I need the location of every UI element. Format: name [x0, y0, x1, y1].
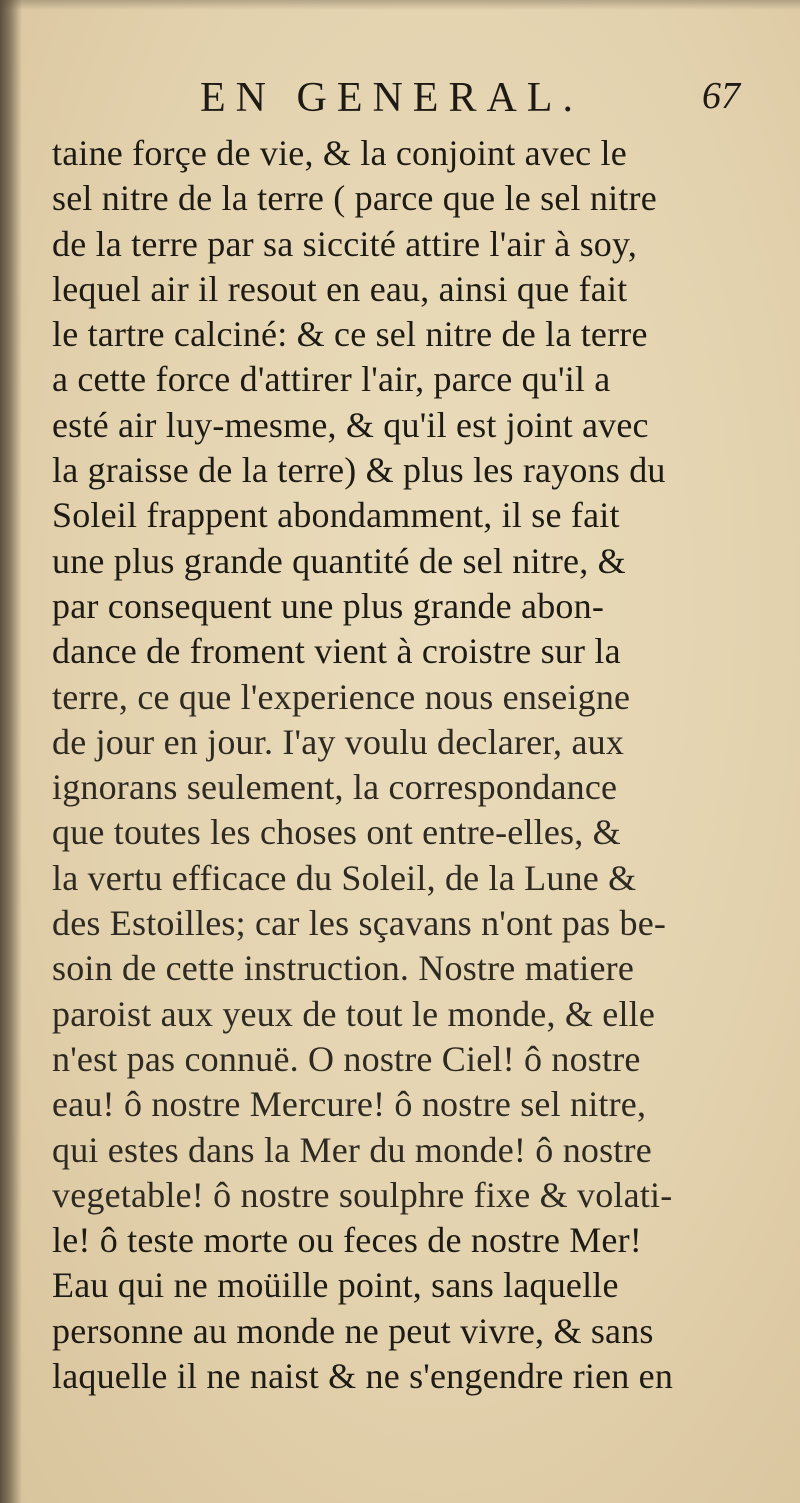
text-line: qui estes dans la Mer du monde! ô nostre	[52, 1129, 652, 1170]
text-line: lequel air il resout en eau, ainsi que fait	[52, 268, 628, 309]
body-text	[52, 131, 777, 1399]
text-line: eau! ô nostre Mercure! ô nostre sel nitre,	[52, 1084, 647, 1125]
running-head: EN GENERAL.	[200, 75, 583, 121]
text-line: laquelle il ne naist & ne s'engendre rien en	[52, 1356, 674, 1397]
text-line: Eau qui ne moüille point, sans laquelle	[52, 1265, 619, 1306]
page-number: 67	[702, 75, 740, 117]
text-line: de jour en jour. I'ay voulu declarer, aux	[52, 721, 625, 762]
text-line: a cette force d'attirer l'air, parce qu'il a	[52, 359, 611, 400]
text-line: le! ô teste morte ou feces de nostre Mer!	[52, 1220, 642, 1261]
text-line: paroist aux yeux de tout le monde, & elle	[52, 993, 656, 1034]
text-line: une plus grande quantité de sel nitre, &	[52, 540, 626, 581]
text-line: la vertu efficace du Soleil, de la Lune &	[52, 857, 637, 898]
page-header	[180, 70, 740, 126]
text-line: des Estoilles; car les sçavans n'ont pas be-	[52, 903, 667, 944]
text-line: n'est pas connuë. O nostre Ciel! ô nostre	[52, 1038, 641, 1079]
text-line: personne au monde ne peut vivre, & sans	[52, 1310, 654, 1351]
text-line: terre, ce que l'experience nous enseigne	[52, 676, 631, 717]
page-top-shadow	[0, 0, 800, 10]
text-line: sel nitre de la terre ( parce que le sel nitre	[52, 178, 657, 219]
text-line: Soleil frappent abondamment, il se fait	[52, 495, 620, 536]
text-line: par consequent une plus grande abon-	[52, 585, 605, 626]
text-line: que toutes les choses ont entre-elles, &	[52, 812, 621, 853]
text-line: la graisse de la terre) & plus les rayons du	[52, 450, 666, 491]
text-line: le tartre calciné: & ce sel nitre de la terre	[52, 314, 648, 355]
text-line: esté air luy-mesme, & qu'il est joint avec	[52, 404, 649, 445]
text-line: soin de cette instruction. Nostre matiere	[52, 948, 635, 989]
text-line: dance de froment vient à croistre sur la	[52, 631, 621, 672]
binding-shadow	[0, 0, 22, 1503]
text-line: vegetable! ô nostre soulphre fixe & volati-	[52, 1174, 673, 1215]
text-line: taine forçe de vie, & la conjoint avec le	[52, 133, 627, 173]
text-line: ignorans seulement, la correspondance	[52, 767, 618, 808]
text-line: de la terre par sa siccité attire l'air à soy,	[52, 223, 638, 264]
